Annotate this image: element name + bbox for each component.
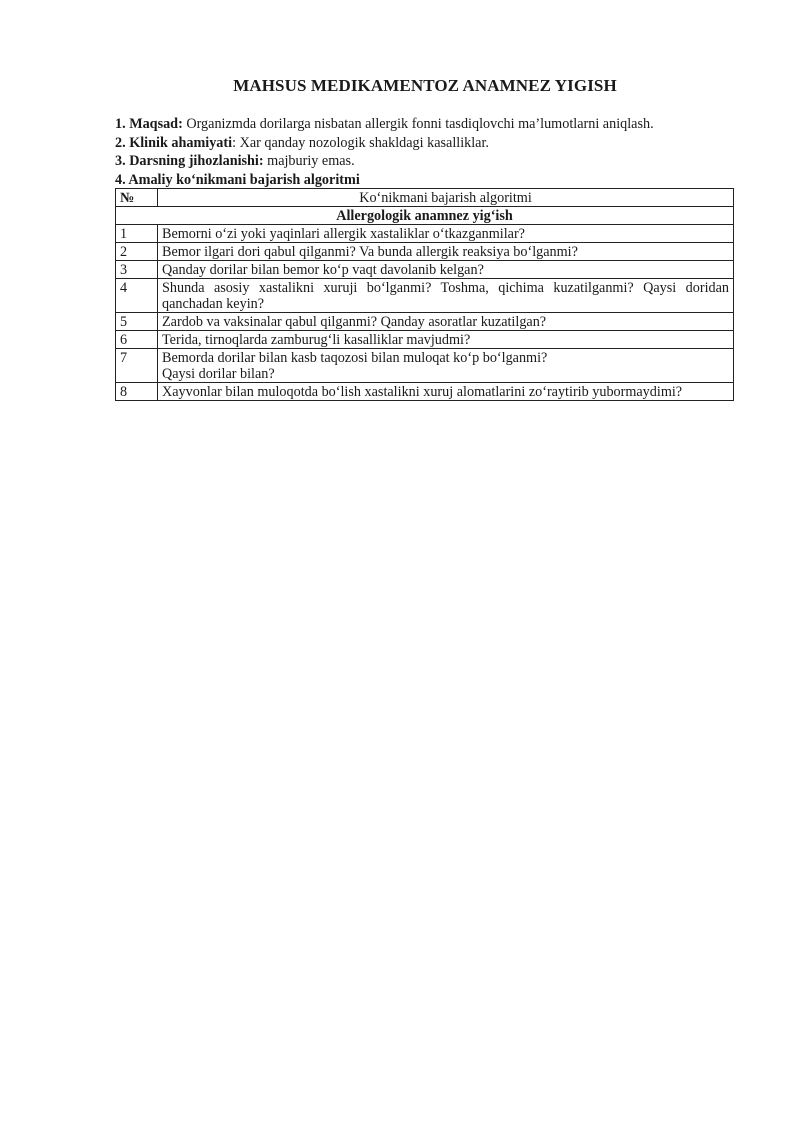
- klinik-label: 2. Klinik ahamiyati: [115, 134, 233, 151]
- row-number: 8: [116, 383, 158, 401]
- section-title: Allergologik anamnez yig‘ish: [116, 207, 734, 225]
- table-row: [116, 383, 734, 401]
- row-number: 3: [116, 261, 158, 279]
- maqsad-label: 1. Maqsad:: [115, 116, 183, 132]
- row-text-line: Xayvonlar bilan muloqotda bo‘lish xastalikni xuruj alomatlarini zo‘raytirib yubormaydimi?: [162, 384, 683, 400]
- table-row: [116, 279, 734, 313]
- row-text-line: Qaysi dorilar bilan?: [162, 366, 275, 382]
- jihoz-label: 3. Darsning jihozlanishi:: [115, 153, 264, 169]
- table-row: [116, 243, 734, 261]
- row-text: [158, 313, 734, 331]
- row-text-line: Zardob va vaksinalar qabul qilganmi? Qanday asoratlar kuzatilgan?: [162, 314, 547, 330]
- table-row: [116, 349, 734, 383]
- column-header-number: №: [116, 189, 158, 207]
- row-number: 1: [116, 225, 158, 243]
- row-text: [158, 331, 734, 349]
- intro-klinik: [115, 134, 755, 153]
- row-text-line: Qanday dorilar bilan bemor ko‘p vaqt davolanib kelgan?: [162, 262, 484, 278]
- table-row: [116, 313, 734, 331]
- row-text: [158, 349, 734, 383]
- amaliy-label: 4. Amaliy ko‘nikmani bajarish algoritmi: [115, 171, 360, 188]
- row-text: [158, 383, 734, 401]
- row-text-line: Terida, tirnoqlarda zamburug‘li kasalliklar mavjudmi?: [162, 332, 471, 348]
- row-text-line: Bemorda dorilar bilan kasb taqozosi bilan muloqat ko‘p bo‘lganmi?: [162, 350, 548, 366]
- table-row: [116, 331, 734, 349]
- page-title: MAHSUS MEDIKAMENTOZ ANAMNEZ YIGISH: [233, 76, 617, 95]
- row-number: 5: [116, 313, 158, 331]
- table-row: [116, 225, 734, 243]
- row-number: 2: [116, 243, 158, 261]
- table-body: [116, 207, 734, 401]
- table-header-row: [116, 189, 734, 207]
- intro-amaliy: [115, 171, 755, 190]
- intro-jihoz: [115, 152, 755, 171]
- row-text: [158, 243, 734, 261]
- table-row: [116, 261, 734, 279]
- column-header-algorithm: Ko‘nikmani bajarish algoritmi: [158, 189, 734, 207]
- row-text: [158, 279, 734, 313]
- row-text-line: Shunda asosiy xastalikni xuruji bo‘lganmi? Toshma, qichima kuzatilganmi? Qaysi doridan qanchadan keyin?: [162, 280, 729, 312]
- section-row: [116, 207, 734, 225]
- jihoz-text: majburiy emas.: [263, 153, 355, 169]
- intro-maqsad: [115, 115, 755, 134]
- row-number: 7: [116, 349, 158, 383]
- row-text-line: Bemor ilgari dori qabul qilganmi? Va bunda allergik reaksiya bo‘lganmi?: [162, 244, 578, 260]
- algorithm-table: [115, 188, 734, 401]
- row-text-line: Bemorni o‘zi yoki yaqinlari allergik xastaliklar o‘tkazganmilar?: [162, 226, 525, 242]
- row-text: [158, 225, 734, 243]
- klinik-text: : Xar qanday nozologik shakldagi kasalliklar.: [232, 134, 489, 151]
- row-number: 4: [116, 279, 158, 313]
- maqsad-text: Organizmda dorilarga nisbatan allergik fonni tasdiqlovchi ma’lumotlarni aniqlash.: [182, 116, 654, 132]
- row-number: 6: [116, 331, 158, 349]
- row-text: [158, 261, 734, 279]
- intro-section: [115, 115, 755, 189]
